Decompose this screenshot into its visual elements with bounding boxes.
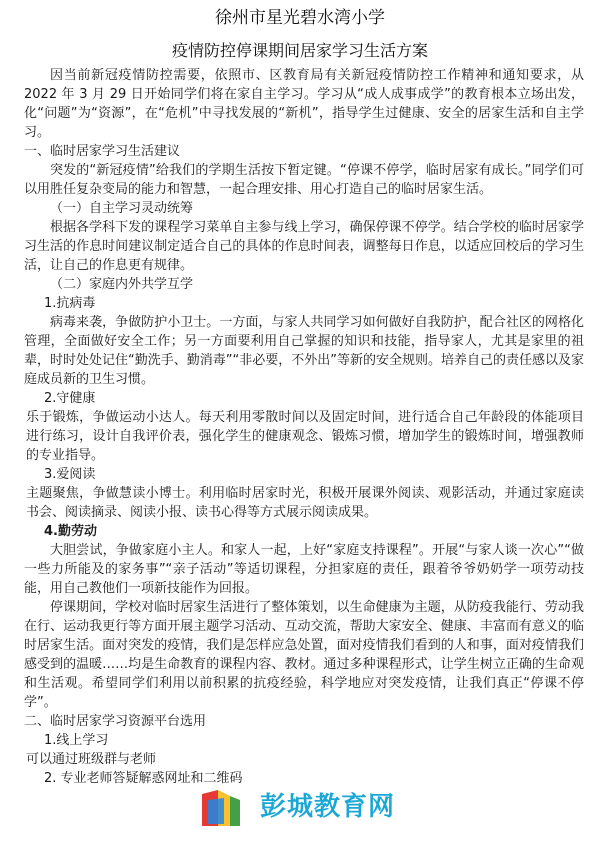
item-heading-reading: 3.爱阅读 <box>44 467 96 482</box>
closing-paragraph: 停课期间，学校对临时居家生活进行了整体策划，以生命健康为主题，从防疫我能行、劳动我在行、运动我更行等方面开展主题学习活动、互动交流，帮助大家安全、健康、丰富而有意义的临时居家生活。面对突发的疫情，我们是怎样应急处置，面对疫情我们看到的人和事，面对疫情我们感受到的温暖……均是生命教育的课程内容、教材。通过多种课程形式，让学生树立正确的生命观和生活观。希望同学们利用以前积累的抗疫经验，科学地应对突发疫情，让我们真正“停课不停学”。 <box>24 600 584 710</box>
subsection1-paragraph: 根据各学科下发的课程学习菜单自主参与线上学习，确保停课不停学。结合学校的临时居家学习生活的作息时间建议制定适合自己的具体的作息时间表，调整每日作息，以适应回校后的学习生活，让自己的作息更有规律。 <box>24 220 584 273</box>
school-name: 徐州市星光碧水湾小学 <box>215 8 385 28</box>
colored-books-logo-icon <box>198 786 242 830</box>
section2-item2: 2. 专业老师答疑解惑网址和二维码 <box>44 771 243 786</box>
item-paragraph-reading: 主题聚焦，争做慧读小博士。利用临时居家时光，积极开展课外阅读、观影活动，并通过家庭读书会、阅读摘录、阅读小报、读书心得等方式展示阅读成果。 <box>26 486 584 520</box>
item-heading-health: 2.守健康 <box>44 391 96 406</box>
subsection2-heading: （二）家庭内外共学互学 <box>50 277 194 292</box>
document-title: 疫情防控停课期间居家学习生活方案 <box>171 41 428 60</box>
item-paragraph-labor: 大胆尝试，争做家庭小主人。和家人一起，上好“家庭支持课程”。开展“与家人谈一次心”“做一些力所能及的家务事”“亲子活动”等适切课程，分担家庭的责任，跟着爷爷奶奶学一项劳动技能，用自己教他们一项新技能作为回报。 <box>24 543 584 596</box>
watermark <box>198 784 438 830</box>
section2-item1: 1.线上学习 <box>44 733 109 748</box>
section2-heading: 二、临时居家学习资源平台选用 <box>24 714 207 729</box>
item-paragraph-antivirus: 病毒来袭，争做防护小卫士。一方面，与家人共同学习如何做好自我防护，配合社区的网格化管理，全面做好安全工作；另一方面要利用自己掌握的知识和技能，指导家人，尤其是家里的祖辈，时时处处记住“勤洗手、勤消毒”“非必要，不外出”等新的安全规则。培养自己的责任感以及家庭成员新的卫生习惯。 <box>24 315 584 387</box>
item-heading-antivirus: 1.抗病毒 <box>44 296 96 311</box>
section2-item1-text: 可以通过班级群与老师 <box>26 752 157 767</box>
intro-paragraph: 因当前新冠疫情防控需要，依照市、区教育局有关新冠疫情防控工作精神和通知要求，从 2022 年 3 月 29 日开始同学们将在家自主学习。学习从“成人成事成学”的教育根本立场出发，化“问题”为“资源”，在“危机”中寻找发展的“新机”，指导学生过健康、安全的居家生活和自主学习。 <box>24 68 584 140</box>
section1-paragraph: 突发的“新冠疫情”给我们的学期生活按下暂定键。“停课不停学，临时居家有成长。”同学们可以用胜任复杂变局的能力和智慧，一起合理安排、用心打造自己的临时居家生活。 <box>24 163 584 197</box>
section1-heading: 一、临时居家学习生活建议 <box>24 144 181 159</box>
item-paragraph-health: 乐于锻炼，争做运动小达人。每天利用零散时间以及固定时间，进行适合自己年龄段的体能项目进行练习，设计自我评价表，强化学生的健康观念、锻炼习惯，增加学生的锻炼时间，增强教师的专业指导。 <box>26 410 584 463</box>
document-body <box>24 66 584 788</box>
watermark-text: 彭城教育网 <box>260 792 396 822</box>
subsection1-heading: （一）自主学习灵动统筹 <box>50 201 194 216</box>
item-heading-labor: 4.勤劳动 <box>44 524 97 539</box>
